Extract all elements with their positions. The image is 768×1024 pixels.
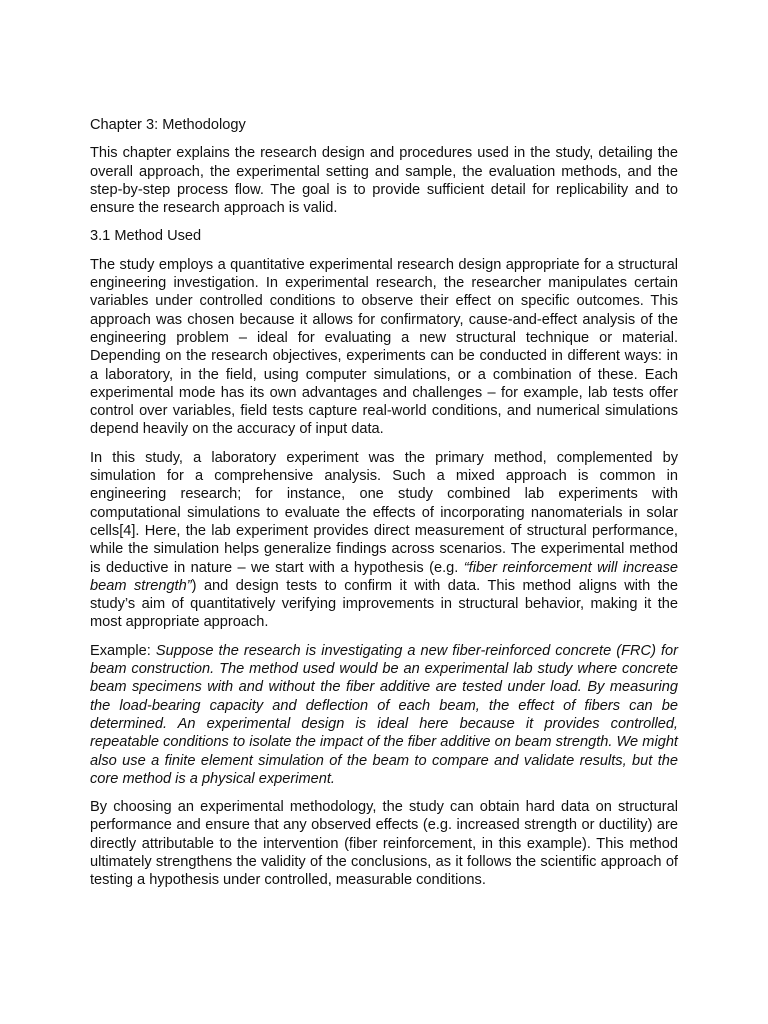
intro-paragraph: This chapter explains the research design and procedures used in the study, detailing the overall approach, the experimental setting and sample, the evaluation methods, and the step-by-step process flow. The goal is to provide sufficient detail for replicability and to ensure the research approach is valid. <box>90 145 678 217</box>
example-label: Example: <box>90 642 156 659</box>
method-paragraph-1: The study employs a quantitative experimental research design appropriate for a structural engineering investigation. In experimental research, the researcher manipulates certain variables under controlled conditions to observe their effect on specific outcomes. This approach was chosen because it allows for confirmatory, cause-and-effect analysis of the engineering problem – ideal for evaluating a new structural technique or material. Depending on the research objectives, experiments can be conducted in different ways: in a laboratory, in the field, using computer simulations, or a combination of these. Each experimental mode has its own advantages and challenges – for example, lab tests offer control over variables, field tests capture real-world conditions, and numerical simulations depend heavily on the accuracy of input data. <box>90 256 678 438</box>
chapter-title: Chapter 3: Methodology <box>90 117 246 133</box>
example-paragraph <box>90 642 678 788</box>
method-paragraph-4: By choosing an experimental methodology, the study can obtain hard data on structural performance and ensure that any observed effects (e.g. increased strength or ductility) are directly attributable to the intervention (fiber reinforcement, in this example). This method ultimately strengthens the validity of the conclusions, as it follows the scientific approach of testing a hypothesis under controlled, measurable conditions. <box>90 799 678 889</box>
hypothesis-quote: “fiber reinforcement will increase beam strength” <box>90 559 678 594</box>
paragraph-text: ) and design tests to confirm it with data. This method aligns with the study’s aim of quantitatively verifying improvements in structural behavior, making it the most appropriate approach. <box>90 577 678 631</box>
document-page <box>90 116 678 900</box>
method-paragraph-2 <box>90 449 678 632</box>
section-title: 3.1 Method Used <box>90 228 202 245</box>
example-text: Suppose the research is investigating a new fiber-reinforced concrete (FRC) for beam construction. The method used would be an experimental lab study where concrete beam specimens with and without the fiber additive are tested under load. By measuring the load-bearing capacity and deflection of each beam, the effect of fibers can be determined. An experimental design is ideal here because it provides controlled, repeatable conditions to isolate the impact of the fiber additive on beam strength. We might also use a finite element simulation of the beam to compare and validate results, but the core method is a physical experiment. <box>90 642 678 787</box>
paragraph-text: In this study, a laboratory experiment was the primary method, complemented by simulation for a comprehensive analysis. Such a mixed approach is common in engineering research; for instance, one study combined lab experiments with computational simulations to evaluate the effects of incorporating nanomaterials in solar cells[4]. Here, the lab experiment provides direct measurement of structural performance, while the simulation helps generalize findings across scenarios. The experimental method is deductive in nature – we start with a hypothesis (e.g. <box>90 449 678 576</box>
